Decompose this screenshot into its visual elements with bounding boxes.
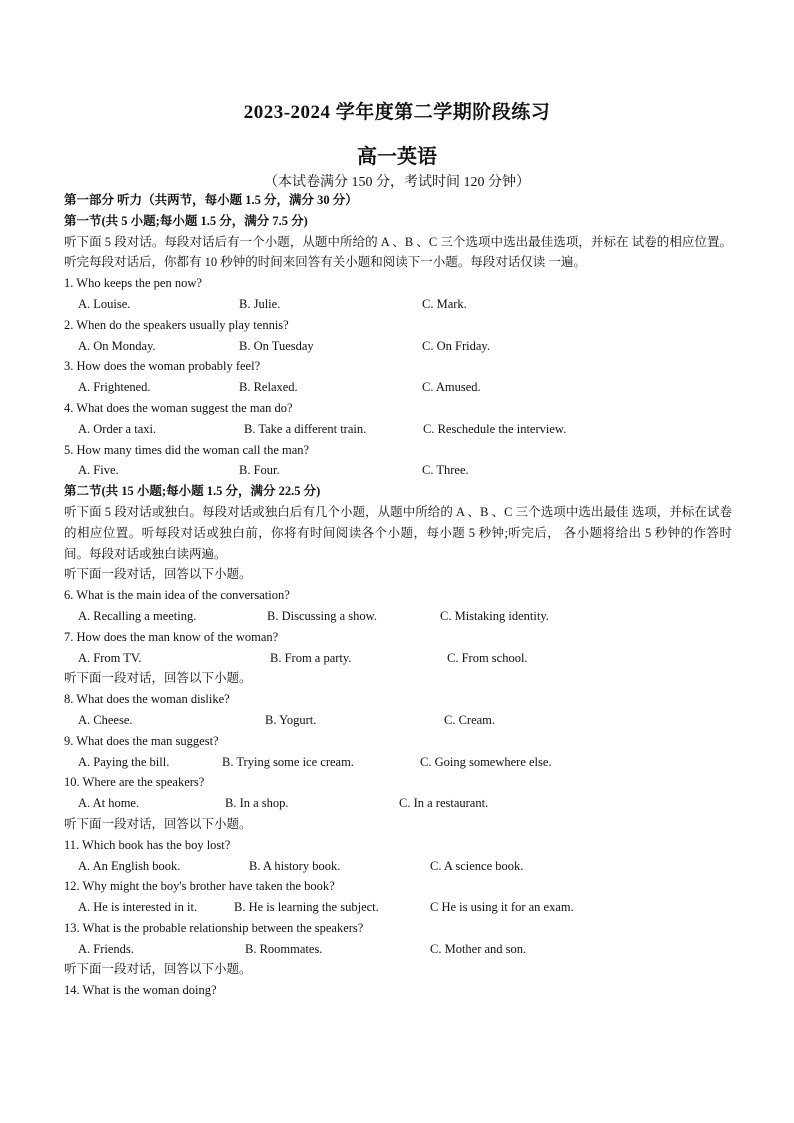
listen-prompt: 听下面一段对话，回答以下小题。	[64, 962, 252, 977]
question-options	[64, 336, 732, 357]
question-text: 4. What does the woman suggest the man do?	[64, 400, 293, 415]
question-options	[64, 856, 732, 877]
option-c: C. On Friday.	[422, 338, 490, 353]
question-text: 2. When do the speakers usually play tennis?	[64, 317, 289, 332]
option-b: B. He is learning the subject.	[234, 900, 379, 915]
question-options	[64, 710, 732, 731]
option-c: C He is using it for an exam.	[430, 900, 574, 915]
question-options	[64, 294, 732, 315]
question-text: 9. What does the man suggest?	[64, 733, 219, 748]
exam-content	[64, 190, 732, 1001]
option-a: A. Friends.	[78, 941, 134, 956]
option-b: B. In a shop.	[225, 796, 289, 811]
option-c: C. In a restaurant.	[399, 796, 489, 811]
option-c: C. From school.	[447, 650, 528, 665]
option-b: B. Yogurt.	[265, 712, 317, 727]
option-b: B. Four.	[239, 463, 280, 478]
option-c: C. Going somewhere else.	[420, 754, 552, 769]
question-text: 13. What is the probable relationship between the speakers?	[64, 920, 364, 935]
option-a: A. On Monday.	[78, 338, 156, 353]
option-b: B. Julie.	[239, 296, 281, 311]
question-options	[64, 377, 732, 398]
question-text: 8. What does the woman dislike?	[64, 692, 230, 707]
option-b: B. A history book.	[249, 858, 341, 873]
option-c: C. Amused.	[422, 380, 481, 395]
option-a: A. Frightened.	[78, 380, 151, 395]
option-b: B. Relaxed.	[239, 380, 298, 395]
option-a: A. From TV.	[78, 650, 142, 665]
option-a: A. Louise.	[78, 296, 131, 311]
section2-heading: 第二节(共 15 小题;每小题 1.5 分，满分 22.5 分)	[64, 484, 321, 499]
option-a: A. An English book.	[78, 858, 181, 873]
question-text: 1. Who keeps the pen now?	[64, 276, 202, 291]
question-options	[64, 606, 732, 627]
question-text: 12. Why might the boy's brother have taken the book?	[64, 879, 335, 894]
listen-prompt: 听下面一段对话，回答以下小题。	[64, 816, 252, 831]
question-options	[64, 939, 732, 960]
question-text: 11. Which book has the boy lost?	[64, 837, 231, 852]
question-text: 7. How does the man know of the woman?	[64, 629, 279, 644]
option-c: C. Reschedule the interview.	[423, 421, 567, 436]
option-a: A. Recalling a meeting.	[78, 608, 197, 623]
option-c: C. Cream.	[444, 712, 496, 727]
option-c: C. Mother and son.	[430, 941, 527, 956]
option-a: A. Paying the bill.	[78, 754, 170, 769]
question-options	[64, 648, 732, 669]
question-text: 5. How many times did the woman call the man?	[64, 442, 310, 457]
option-b: B. From a party.	[270, 650, 352, 665]
option-a: A. Five.	[78, 463, 119, 478]
listen-prompt: 听下面一段对话，回答以下小题。	[64, 567, 252, 582]
exam-note: （本试卷满分 150 分，考试时间 120 分钟）	[264, 175, 530, 190]
section2-instructions: 听下面 5 段对话或独白。每段对话或独白后有几个小题，从题中所给的 A 、B 、C 三个选项中选出最佳 选项，并标在试卷的相应位置。听每段对话或独白前，你将有时间阅读各个小题，每小题 5 秒钟;听完后， 各小题将给出 5 秒钟的作答时间。每段对话或独白读两遍。	[64, 504, 732, 561]
question-options	[64, 793, 732, 814]
question-options	[64, 419, 732, 440]
option-c: C. Mark.	[422, 296, 467, 311]
option-a: A. Order a taxi.	[78, 421, 157, 436]
option-a: A. Cheese.	[78, 712, 133, 727]
question-options	[64, 897, 732, 918]
exam-title: 2023-2024 学年度第二学期阶段练习	[243, 102, 551, 123]
question-text: 6. What is the main idea of the conversation?	[64, 588, 290, 603]
question-options	[64, 460, 732, 481]
section1-heading: 第一节(共 5 小题;每小题 1.5 分，满分 7.5 分)	[64, 213, 308, 228]
question-text: 3. How does the woman probably feel?	[64, 359, 261, 374]
option-b: B. Take a different train.	[244, 421, 367, 436]
question-text: 10. Where are the speakers?	[64, 775, 205, 790]
part1-heading: 第一部分 听力（共两节，每小题 1.5 分，满分 30 分）	[64, 193, 358, 207]
option-a: A. At home.	[78, 796, 140, 811]
exam-subject: 高一英语	[357, 146, 437, 168]
option-c: C. A science book.	[430, 858, 524, 873]
listen-prompt: 听下面一段对话，回答以下小题。	[64, 671, 252, 686]
option-b: B. Trying some ice cream.	[222, 754, 354, 769]
option-b: B. On Tuesday	[239, 338, 314, 353]
option-c: C. Mistaking identity.	[440, 608, 549, 623]
option-b: B. Roommates.	[245, 941, 323, 956]
question-text: 14. What is the woman doing?	[64, 983, 217, 998]
question-options	[64, 752, 732, 773]
option-a: A. He is interested in it.	[78, 900, 198, 915]
option-b: B. Discussing a show.	[267, 608, 377, 623]
section1-instructions: 听下面 5 段对话。每段对话后有一个小题，从题中所给的 A 、B 、C 三个选项中选出最佳选项，并标在 试卷的相应位置。听完每段对话后，你都有 10 秒钟的时间来回答有关小题和阅读下一小题。每段对话仅读 一遍。	[64, 234, 732, 270]
option-c: C. Three.	[422, 463, 469, 478]
